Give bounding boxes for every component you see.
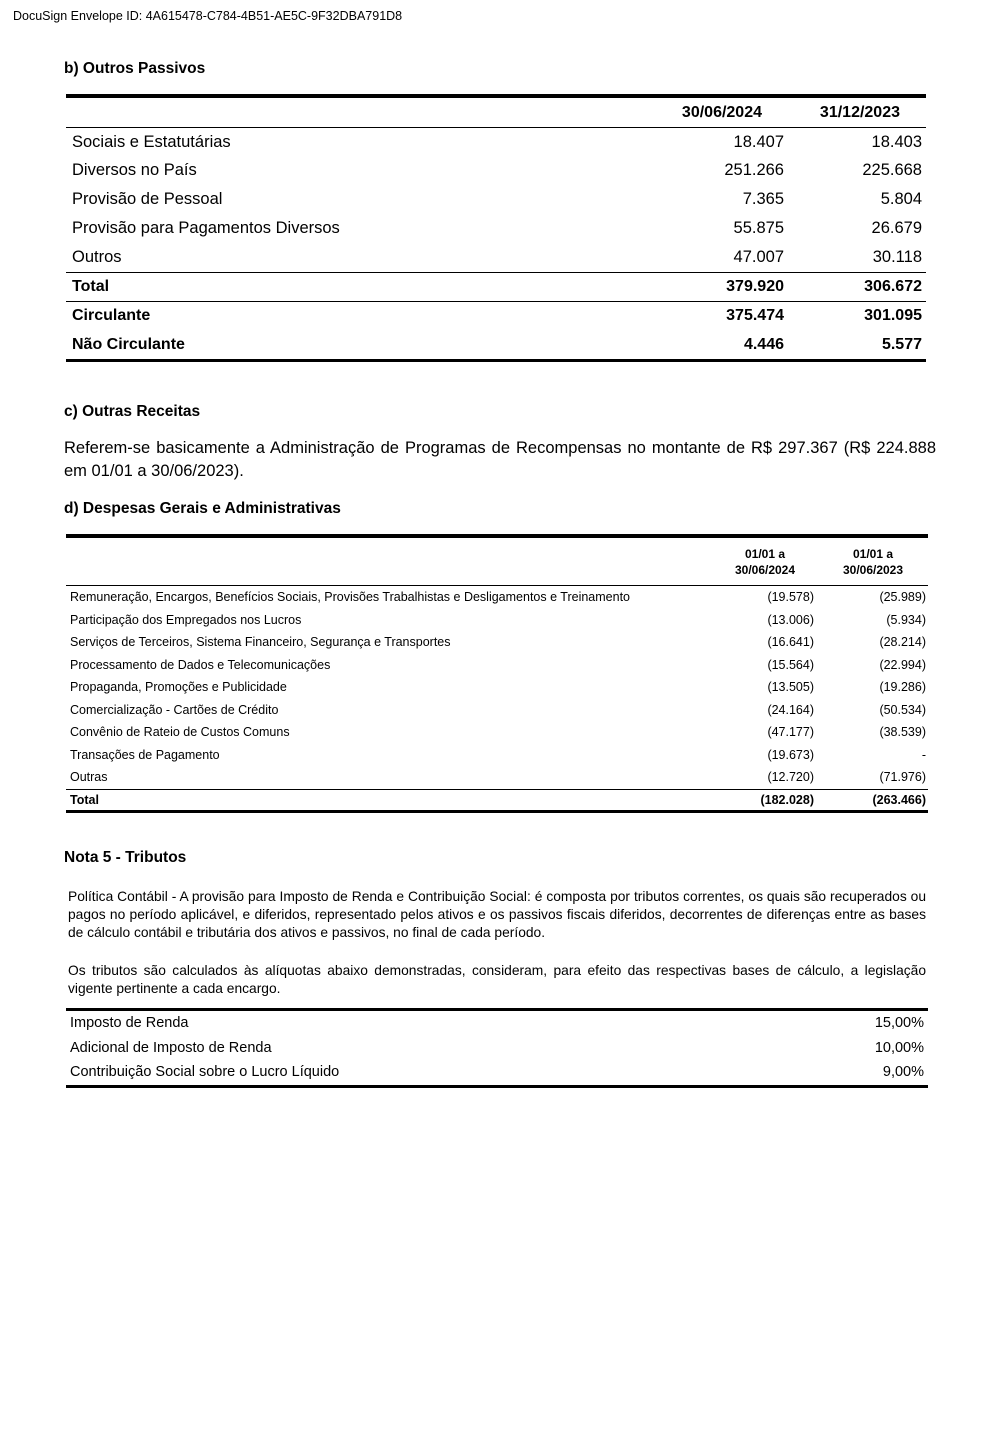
nota5-paragraph-2: Os tributos são calculados às alíquotas abaixo demonstradas, consideram, para efeito das respectivas bases de cálculo, a legislação vigente pertinente a cada encargo. [68,963,926,996]
row-value: (19.673) [767,747,814,762]
row-value: (50.534) [879,702,926,717]
row-value: (19.286) [879,680,926,695]
table-row [66,1060,928,1085]
total-row [66,272,926,301]
table-row [66,654,928,677]
table-row [66,721,928,744]
row-value: 47.007 [733,248,784,266]
nao-circulante-value: 5.577 [881,335,922,353]
row-value: 18.407 [733,132,784,151]
row-value: (47.177) [767,725,814,740]
total-value: (263.466) [872,792,926,807]
nao-circulante-value: 4.446 [743,335,784,353]
row-value: 225.668 [862,161,922,179]
row-label: Sociais e Estatutárias [72,132,231,151]
column-header-line: 30/06/2023 [842,562,904,577]
row-value: (16.641) [767,635,814,650]
row-value: - [921,747,926,762]
table-row [66,676,928,699]
table-row [66,609,928,632]
table-row [66,744,928,767]
table-header [66,98,926,128]
section-title-nota5: Nota 5 - Tributos [64,849,187,866]
row-label: Convênio de Rateio de Custos Comuns [70,725,290,740]
row-label: Outras [70,770,108,785]
row-value: 251.266 [724,161,784,179]
row-value: (13.505) [767,680,814,695]
table-row [66,243,926,272]
row-label: Provisão de Pessoal [72,190,223,208]
section-title-outras-receitas: c) Outras Receitas [64,403,201,420]
section-title-outros-passivos: b) Outros Passivos [64,60,206,77]
column-header: 30/06/2024 [681,103,762,121]
nao-circulante-label: Não Circulante [72,335,185,353]
row-value: 30.118 [872,248,922,266]
table-row [66,1011,928,1036]
row-value: (25.989) [879,590,926,605]
row-label: Serviços de Terceiros, Sistema Financeiro, Segurança e Transportes [70,635,451,650]
row-value: 15,00% [874,1015,924,1032]
table-tributos [66,1008,928,1088]
column-header [820,546,926,578]
table-outros-passivos [66,94,926,362]
outras-receitas-text: Referem-se basicamente a Administração de Programas de Recompensas no montante de R$ 297.367 (R$ 224.888 em 01/01 a 30/06/2023). [64,439,936,480]
row-value: (71.976) [879,770,926,785]
row-value: 55.875 [733,219,784,237]
table-row [66,214,926,243]
row-label: Propaganda, Promoções e Publicidade [70,680,287,695]
table-row [66,766,928,789]
row-value: 7.365 [742,190,784,208]
row-value: (19.578) [767,590,814,605]
column-header-line: 01/01 a [852,546,894,561]
table-row [66,128,926,156]
row-value: (13.006) [767,612,814,627]
column-header [710,546,820,578]
table-row [66,699,928,722]
total-value: (182.028) [760,792,814,807]
total-value: 306.672 [864,278,922,295]
row-label: Processamento de Dados e Telecomunicações [70,657,331,672]
row-label: Imposto de Renda [70,1015,189,1032]
row-value: (28.214) [879,635,926,650]
row-value: 26.679 [871,219,922,237]
row-label: Provisão para Pagamentos Diversos [72,219,340,237]
row-label: Contribuição Social sobre o Lucro Líquido [70,1064,340,1081]
row-label: Diversos no País [72,161,197,179]
row-value: (15.564) [767,657,814,672]
table-row [66,586,928,609]
nao-circulante-row [66,330,926,359]
row-label: Outros [72,248,122,266]
table-row [66,631,928,654]
row-label: Transações de Pagamento [70,747,220,762]
circulante-value: 375.474 [726,307,784,324]
circulante-row [66,301,926,330]
total-row [66,789,928,810]
section-title-despesas: d) Despesas Gerais e Administrativas [64,500,341,517]
row-value: 5.804 [880,190,922,208]
circulante-label: Circulante [72,307,151,324]
column-header-line: 01/01 a [744,546,786,561]
table-despesas [66,534,928,813]
row-label: Remuneração, Encargos, Benefícios Sociais, Provisões Trabalhistas e Desligamentos e Treinamento [70,590,631,605]
row-value: (5.934) [886,612,926,627]
table-row [66,156,926,185]
row-value: (38.539) [879,725,926,740]
total-label: Total [72,278,110,295]
row-label: Participação dos Empregados nos Lucros [70,612,302,627]
row-value: (12.720) [767,770,814,785]
column-header-line: 30/06/2024 [734,562,796,577]
row-label: Comercialização - Cartões de Crédito [70,702,279,717]
total-value: 379.920 [726,278,784,295]
table-row [66,185,926,214]
table-row [66,1036,928,1061]
row-value: 9,00% [882,1064,924,1081]
table-header [66,538,928,586]
nota5-paragraph-1: Política Contábil - A provisão para Imposto de Renda e Contribuição Social: é composta por tributos correntes, os quais são recuperados ou pagos no período aplicável, e diferidos, representado pelos ativos e os passivos fiscais diferidos, decorrentes de diferenças entre as bases de cálculo contábil e tributária dos ativos e passivos, no final de cada período. [68,889,926,940]
row-value: 18.403 [871,132,922,151]
row-value: (24.164) [767,702,814,717]
envelope-id: DocuSign Envelope ID: 4A615478-C784-4B51-AE5C-9F32DBA791D8 [13,9,403,23]
circulante-value: 301.095 [864,307,922,324]
row-value: (22.994) [879,657,926,672]
row-value: 10,00% [874,1039,924,1056]
row-label: Adicional de Imposto de Renda [70,1039,272,1056]
column-header: 31/12/2023 [819,103,900,121]
total-label: Total [70,792,99,807]
